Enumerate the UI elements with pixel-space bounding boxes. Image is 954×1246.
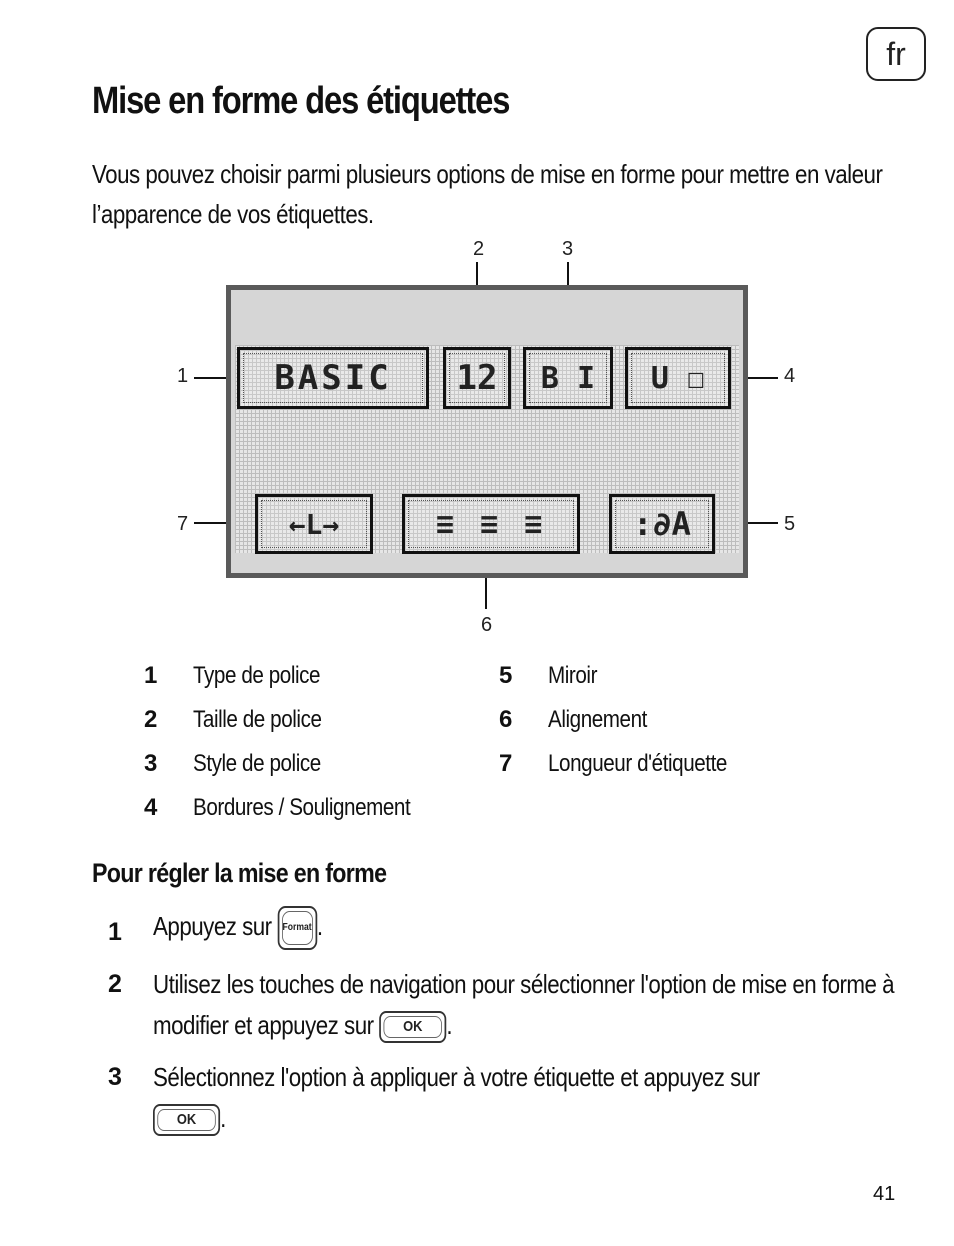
legend-label-6: Alignement <box>548 706 647 733</box>
callout-3: 3 <box>562 238 574 260</box>
step-num-3: 3 <box>108 1063 122 1091</box>
step-text-1: Appuyez sur Format . <box>153 906 918 950</box>
step-text-3: Sélectionnez l'option à appliquer à votre étiquette et appuyez sur OK . <box>153 1057 807 1139</box>
font-type-box: BASIC <box>237 347 429 409</box>
callout-5: 5 <box>784 513 796 535</box>
language-badge: fr <box>866 27 926 81</box>
legend-label-5: Miroir <box>548 662 598 689</box>
page-title: Mise en forme des étiquettes <box>92 80 510 122</box>
legend-num-5: 5 <box>499 662 513 689</box>
border-underline-box: U ☐ <box>625 347 731 409</box>
callout-6: 6 <box>481 614 493 636</box>
lcd-screen-frame <box>226 285 748 578</box>
lcd-screen <box>231 290 743 573</box>
font-style-box: B I <box>523 347 613 409</box>
font-size-box: 12 <box>443 347 511 409</box>
legend-num-1: 1 <box>144 662 158 689</box>
callout-1: 1 <box>177 365 189 387</box>
legend-num-6: 6 <box>499 706 513 733</box>
legend-num-2: 2 <box>144 706 158 733</box>
legend-label-7: Longueur d'étiquette <box>548 750 727 777</box>
step-num-1: 1 <box>108 918 122 946</box>
legend-num-4: 4 <box>144 794 158 821</box>
section-subtitle: Pour régler la mise en forme <box>92 858 387 888</box>
step-num-2: 2 <box>108 970 122 998</box>
step-text-2: Utilisez les touches de navigation pour sélectionner l'option de mise en forme à modifier et appuyez sur OK . <box>153 964 918 1046</box>
label-length-box: ←L→ <box>255 494 373 554</box>
legend-label-2: Taille de police <box>193 706 322 733</box>
page-number: 41 <box>873 1183 896 1205</box>
ok-key-icon: OK <box>379 1011 446 1043</box>
legend-label-4: Bordures / Soulignement <box>193 794 411 821</box>
legend-num-7: 7 <box>499 750 513 777</box>
mirror-box: :∂A <box>609 494 715 554</box>
format-key-icon: Format <box>277 906 317 950</box>
callout-7: 7 <box>177 513 189 535</box>
legend-label-3: Style de police <box>193 750 321 777</box>
callout-2: 2 <box>473 238 485 260</box>
intro-paragraph: Vous pouvez choisir parmi plusieurs options de mise en forme pour mettre en valeur l’apparence de vos étiquettes. <box>92 159 883 229</box>
legend-num-3: 3 <box>144 750 158 777</box>
legend-label-1: Type de police <box>193 662 321 689</box>
callout-4: 4 <box>784 365 796 387</box>
alignment-box: ≡ ≡ ≡ <box>402 494 580 554</box>
ok-key-icon: OK <box>153 1104 220 1136</box>
